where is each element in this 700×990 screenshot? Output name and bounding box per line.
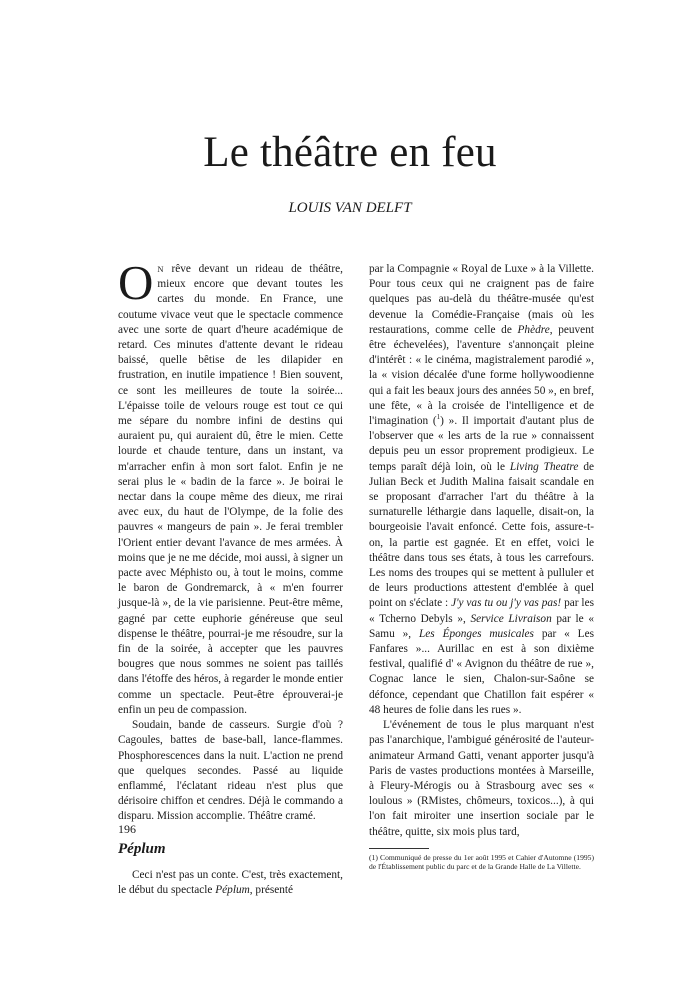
- text-run: par « Les Fanfares »... Aurillac en est à son dixième festival, qualifié d' « Avignon du théâtre de rue », Cognac lance le sien, Chalon-sur-Saône se défonce, cependant que Chatillon fait espérer « 48 heures de folie dans les rues ».: [369, 627, 594, 716]
- italic-phedre: Phèdre: [517, 323, 550, 336]
- opening-paragraph: [118, 255, 343, 718]
- paragraph-gatti: L'événement de tous le plus marquant n'est pas l'anarchique, l'ambigué générosité de l'auteur-animateur Armand Gatti, venant apporter jusqu'à Paris de vastes productions montées à Marseille, à Fleury-Mérogis ou à Strasbourg avec ses « loulous » (RMistes, chômeurs, toxicos...), à qui l'on fait miroiter une insertion sociale par le théâtre, quitte, six mois plus tard,: [369, 719, 594, 838]
- footnote: (1) Communiqué de presse du 1er août 1995 et Cahier d'Automne (1995) de l'Établissement public du parc et de la Grande Halle de La Villette.: [369, 852, 594, 872]
- peplum-title-italic: Péplum: [215, 883, 250, 896]
- text-run: par le « Samu »,: [369, 612, 594, 640]
- text-run: de Julian Beck et Judith Malina faisait scandale en se proposant d'arracher l'art du théâtre à la surnaturelle léthargie dans laquelle, disait-on, la bourgeoisie l'avait enfoncé. Cette fois, assure-t-on, la partie est gagnée. Et en effet, voici le théâtre dans tous ses états, à tous les carrefours. Les noms des troupes qui se mettent à pulluler et de leurs productions attestent d'emblée à quel point on s'éclate :: [369, 460, 594, 610]
- article-author: LOUIS VAN DELFT: [288, 200, 412, 216]
- left-column: [118, 255, 343, 898]
- italic-service-livraison: Service Livraison: [470, 612, 552, 625]
- footnote-rule: [369, 848, 429, 849]
- peplum-text-a: Ceci n'est pas un conte. C'est, très exactement, le début du spectacle: [118, 868, 343, 896]
- page-number: 196: [118, 822, 136, 836]
- opening-text: rêve devant un rideau de théâtre, mieux encore que devant toutes les cartes du monde. En France, une coutume vivace veut que le spectacle commence avec une sorte de quart d'heure académique de retard. Ces minutes d'attente devant le rideau baissé, quelle bêtise de les dilapider en frustration, en inutile impatience ! Bien souvent, ce sont les meilleures de toute la soirée... L'épaisse toile de velours rouge est tout ce qui me sépare du nombre infini de destins qui auraient pu, qui auraient dû, être le mien. Cette lourde et chaude tenture, dans un instant, va m'arracher enfin à mon sort falot. Enfin je ne serai plus le « badin de la farce ». Je boirai le nectar dans la coupe même des dieux, me rirai avec eux, du haut de l'Olympe, de la folie des pauvres « mangeurs de pain ». Je ferai trembler l'Orient entier devant l'avance de mes armées. À moins que je ne me décide, moi aussi, à signer un pacte avec Méphisto ou, à tout le moins, comme le baron de Gondremarck, à « m'en fourrer jusque-là », de la vie parisienne. Peut-être même, gagné par cette euphorie généreuse que seul dispense le théâtre, pourrai-je me résoudre, sur la fin de la soirée, à accepter que les pauvres bougres que nous sommes ne soient pas taillés dans l'étoffe des héros, à regarder le monde entier comme un spectacle. Peut-être éprouverai-je enfin un peu de compassion.: [118, 263, 343, 716]
- small-caps-start: N: [157, 264, 164, 274]
- footnote-ref: 1: [436, 413, 441, 422]
- peplum-text-b: , présenté: [249, 883, 294, 896]
- paragraph-royal-de-luxe: [369, 262, 594, 718]
- paragraph-casseurs: Soudain, bande de casseurs. Surgie d'où ? Cagoules, battes de base-ball, lance-flammes. Phosphorescences dans la nuit. L'action ne prend que quelques secondes. Passé au liquide enflammé, l'éclatant rideau n'est plus que dérisoire chiffon et cendres. Déjà le commando a disparu. Mission accomplie. Théâtre cramé.: [118, 719, 343, 823]
- text-run: , peuvent être échevelées), l'aventure s'annonçait pleine d'intérêt : « le cinéma, magistralement parodié », la « vision décalée d'une forme hollywoodienne qui a fait les beaux jours des années 50 », en bref, une fête, « à la croisée de l'intelligence et de l'imagination (: [369, 323, 594, 428]
- section-heading-peplum: Péplum: [118, 840, 166, 857]
- italic-living-theatre: Living Theatre: [509, 460, 579, 473]
- drop-cap: O: [118, 255, 154, 310]
- paragraph-peplum: [118, 868, 343, 898]
- text-run: par la Compagnie « Royal de Luxe » à la Villette. Pour tous ceux qui ne craignent pas de faire quelques pas au-delà du théâtre-musée qu'est devenue la Comédie-Française (mais où les restaurations, comme celle de: [369, 263, 594, 336]
- text-run: par les « Tcherno Debyls »,: [369, 597, 594, 625]
- italic-jy-vas: J'y vas tu ou j'y vas pas!: [451, 597, 562, 610]
- article-title: Le théâtre en feu: [203, 129, 497, 176]
- right-column: [369, 262, 594, 872]
- italic-eponges: Les Éponges musicales: [419, 627, 534, 640]
- text-run: ) ». Il importait d'autant plus de l'observer que « les arts de la rue » connaissent depuis peu un essor proprement prodigieux. Le temps paraît déjà loin, où le: [369, 415, 594, 473]
